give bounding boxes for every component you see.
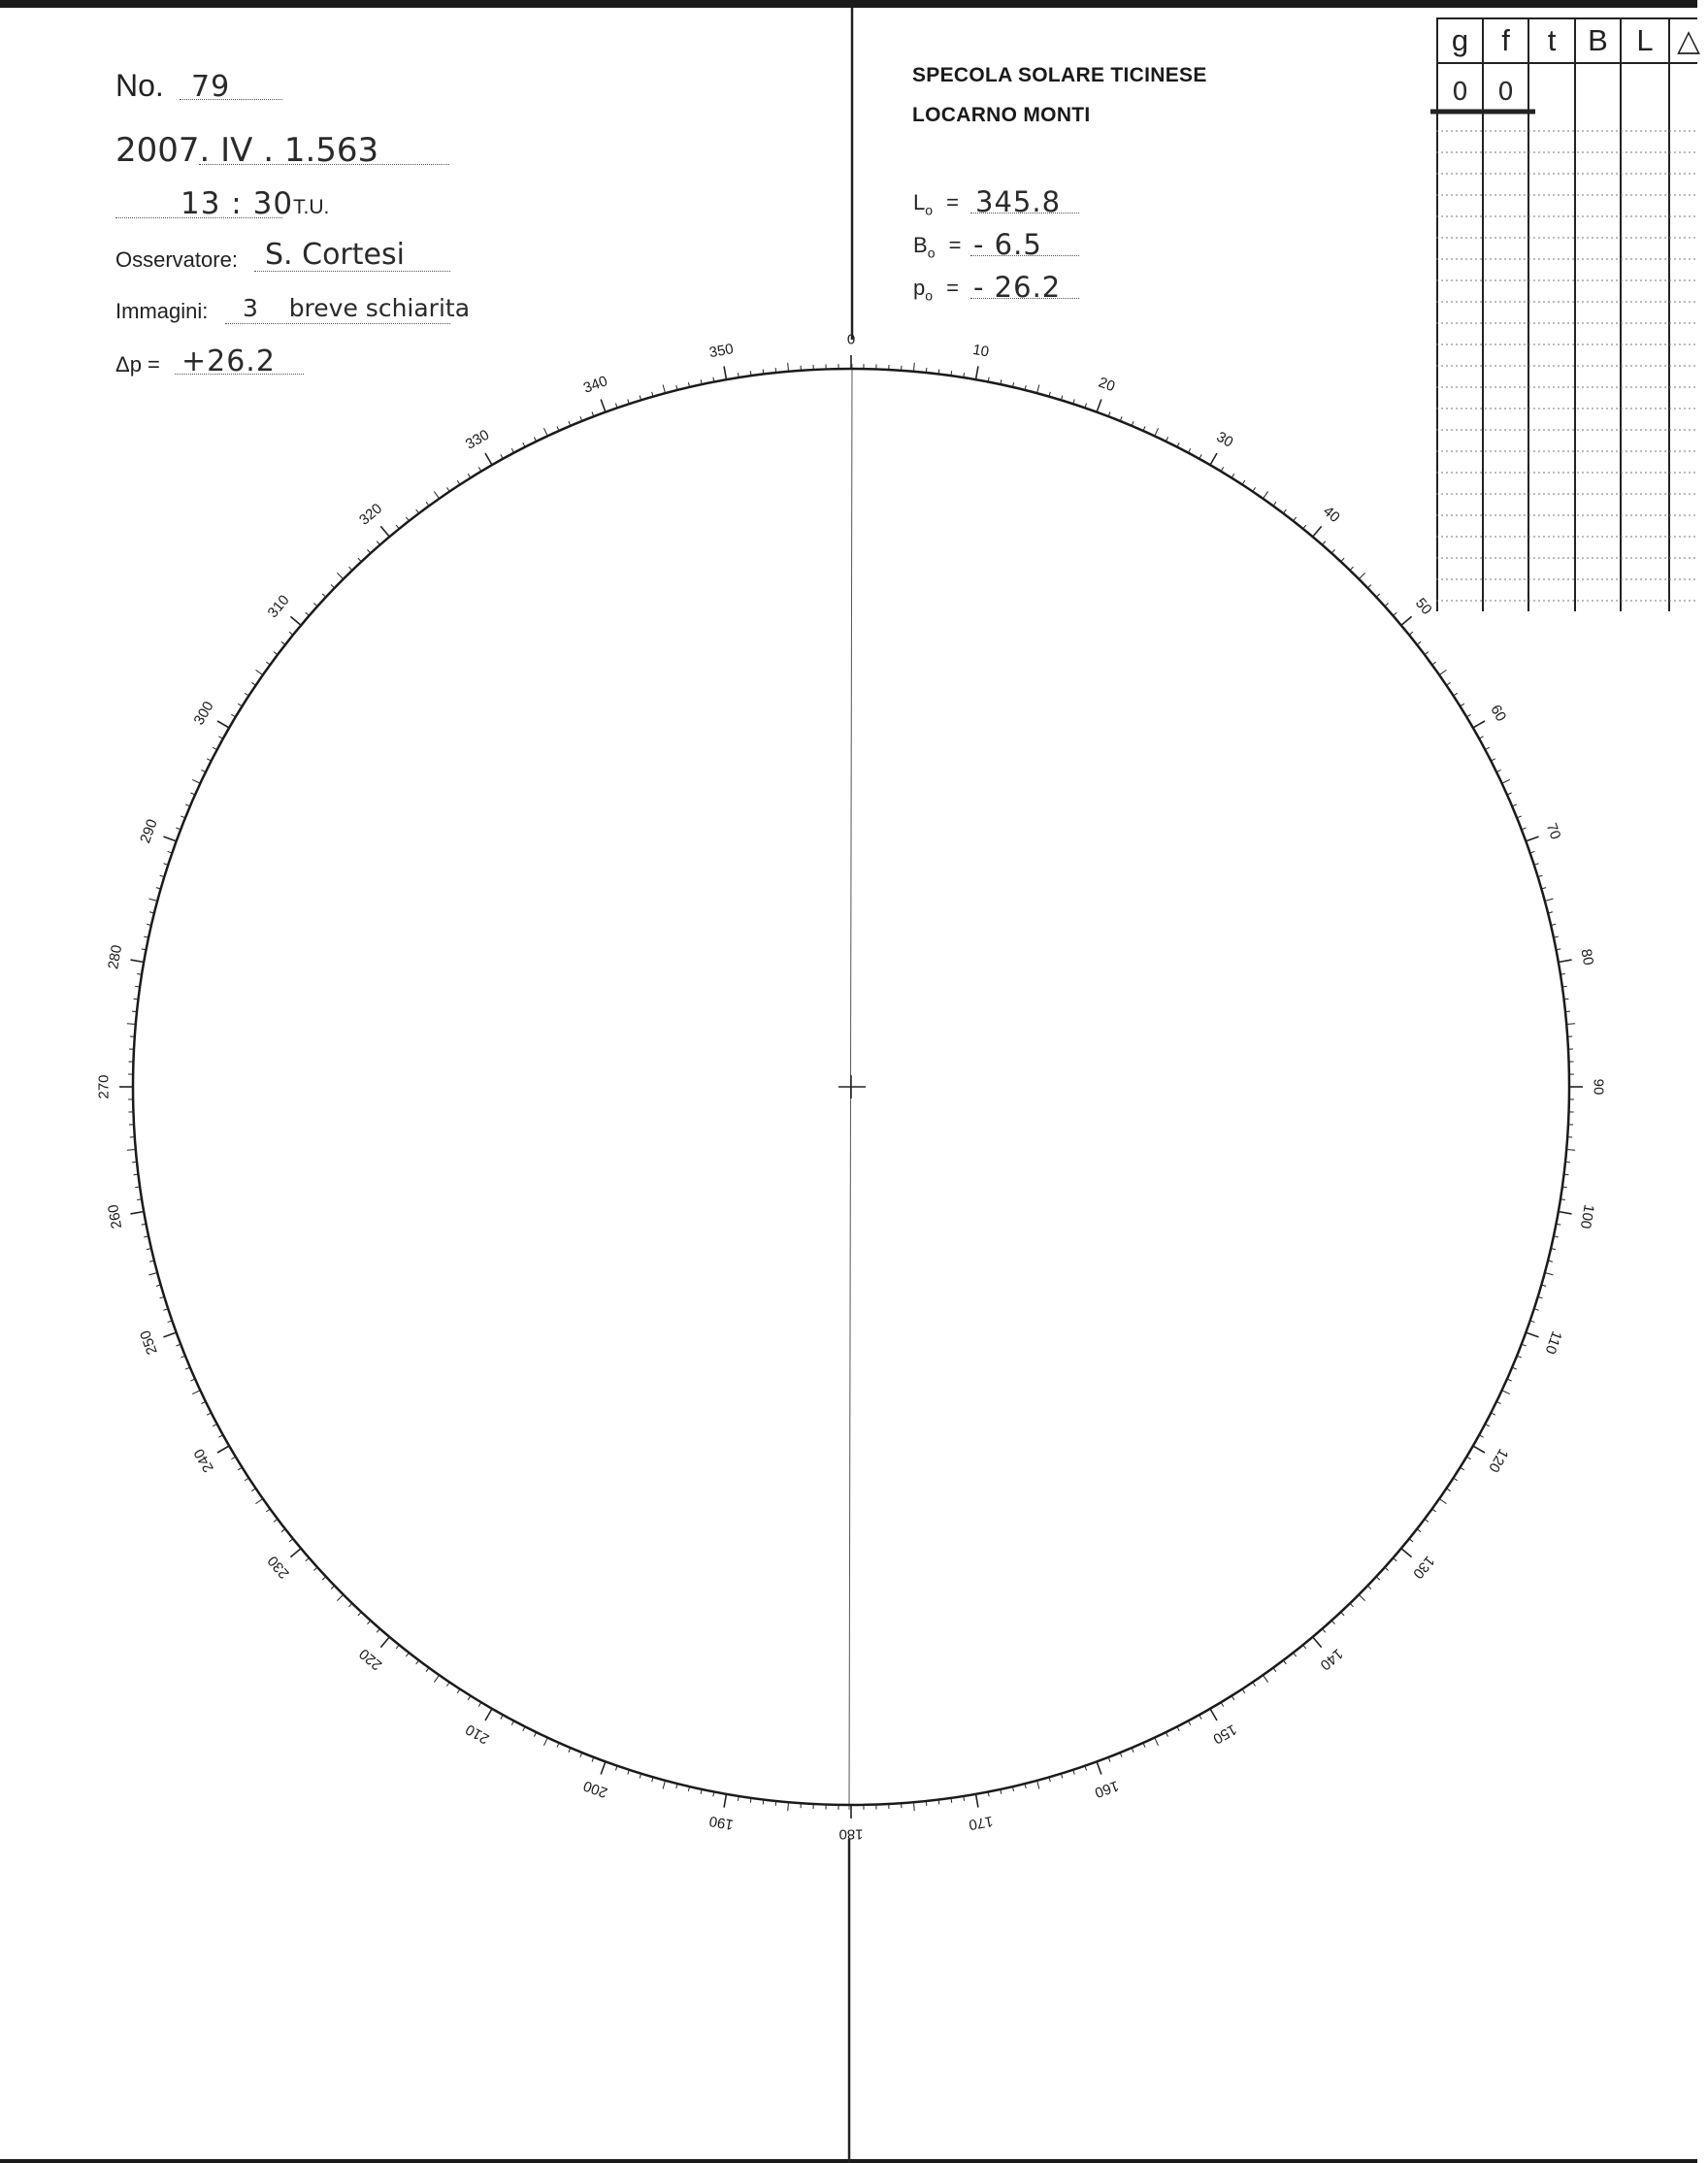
- col-header-g: g: [1451, 23, 1469, 57]
- dial-tick: [1294, 1653, 1297, 1656]
- dial-tick: [1322, 541, 1325, 545]
- dial-tick: [1562, 1187, 1567, 1188]
- dial-tick: [1566, 1150, 1575, 1151]
- dial-tick: [1097, 399, 1101, 411]
- b0-value: - 6.5: [973, 228, 1042, 261]
- dial-tick: [396, 525, 399, 529]
- dial-tick: [1210, 453, 1217, 465]
- dial-tick: [763, 370, 764, 375]
- dial-label-70: 70: [1542, 820, 1564, 842]
- dial-label-140: 140: [1316, 1645, 1347, 1674]
- dial-label-230: 230: [264, 1552, 293, 1583]
- institution-location: LOCARNO MONTI: [912, 104, 1091, 126]
- dial-tick: [763, 1799, 764, 1804]
- dial-tick: [1367, 584, 1371, 587]
- dial-tick: [1425, 1519, 1429, 1522]
- dial-tick: [1565, 1162, 1570, 1163]
- dial-label-330: 330: [462, 426, 493, 453]
- dial-tick: [1417, 1529, 1421, 1532]
- dial-tick: [368, 549, 371, 553]
- dial-tick: [1559, 1212, 1572, 1214]
- dial-tick: [1563, 1174, 1568, 1175]
- dial-tick: [724, 1794, 726, 1808]
- institution-name: SPECOLA SOLARE TICINESE: [912, 64, 1207, 86]
- col-header-delta: △: [1677, 23, 1700, 57]
- dial-tick: [976, 366, 978, 379]
- dial-label-100: 100: [1576, 1202, 1597, 1230]
- dial-tick: [1341, 558, 1344, 562]
- dial-tick: [1565, 1011, 1570, 1012]
- images-label: Immagini:: [115, 299, 209, 323]
- dial-label-260: 260: [105, 1202, 126, 1230]
- b0-label: $B_o$ =: [913, 233, 962, 261]
- dial-label-170: 170: [967, 1812, 995, 1833]
- dial-tick: [245, 693, 248, 696]
- dial-tick: [543, 428, 547, 436]
- time-value: 13 : 30: [181, 186, 294, 221]
- dial-tick: [1393, 1557, 1396, 1560]
- dial-tick: [290, 1549, 301, 1557]
- dial-tick: [1350, 1603, 1353, 1607]
- dial-tick: [274, 1519, 278, 1522]
- dial-tick: [1393, 612, 1396, 615]
- cell-g-row1: 0: [1452, 78, 1468, 107]
- p0-value: - 26.2: [973, 271, 1062, 304]
- dial-tick: [1341, 1612, 1344, 1616]
- dial-tick: [1273, 502, 1276, 506]
- dial-tick: [358, 1612, 361, 1616]
- dial-tick: [322, 1577, 326, 1580]
- dial-label-50: 50: [1411, 595, 1435, 618]
- dial-tick: [135, 986, 140, 987]
- dial-tick: [951, 371, 952, 376]
- dial-tick: [1303, 1645, 1306, 1649]
- dial-tick: [1359, 573, 1364, 578]
- delta-p-value: +26.2: [181, 344, 276, 378]
- dial-tick: [1155, 428, 1159, 436]
- dial-tick: [406, 517, 409, 521]
- dial-tick: [396, 1645, 399, 1649]
- dial-tick: [416, 1660, 419, 1664]
- dial-tick: [938, 1799, 939, 1804]
- dial-tick: [724, 366, 726, 379]
- dial-label-120: 120: [1485, 1445, 1512, 1476]
- dial-tick: [127, 1024, 136, 1025]
- dial-label-40: 40: [1320, 503, 1343, 527]
- dial-tick: [1446, 1489, 1450, 1491]
- dial-tick: [788, 1802, 789, 1811]
- dial-label-180: 180: [838, 1825, 864, 1843]
- dial-tick: [976, 1794, 978, 1808]
- dial-tick: [1409, 632, 1413, 635]
- dial-tick: [377, 1628, 379, 1632]
- dial-tick: [1331, 1621, 1334, 1624]
- dial-tick: [266, 1509, 270, 1512]
- dial-tick: [290, 616, 301, 625]
- dial-tick: [274, 652, 278, 655]
- dial-label-0: 0: [846, 331, 856, 348]
- dial-tick: [192, 779, 200, 783]
- col-header-f: f: [1501, 23, 1510, 57]
- dial-tick: [135, 1187, 140, 1188]
- dial-tick: [331, 584, 335, 587]
- dial-tick: [163, 836, 176, 841]
- dial-tick: [313, 604, 317, 606]
- dial-label-350: 350: [707, 341, 736, 362]
- dial-label-250: 250: [137, 1327, 161, 1358]
- dial-tick: [1097, 1761, 1101, 1774]
- dial-tick: [485, 1709, 492, 1721]
- dial-tick: [266, 662, 270, 665]
- number-label: No.: [115, 68, 164, 103]
- dial-label-60: 60: [1487, 702, 1510, 725]
- dial-tick: [1385, 604, 1389, 606]
- dial-tick: [132, 1162, 137, 1163]
- dial-tick: [426, 502, 429, 506]
- dial-label-290: 290: [137, 816, 161, 846]
- dial-tick: [134, 1174, 139, 1175]
- dial-tick: [1454, 693, 1458, 696]
- dial-tick: [217, 721, 229, 728]
- dial-tick: [1454, 1478, 1458, 1481]
- dial-tick: [938, 370, 939, 375]
- dial-tick: [380, 1637, 389, 1648]
- dial-label-190: 190: [707, 1812, 736, 1833]
- dial-tick: [149, 899, 158, 901]
- dial-tick: [601, 399, 606, 411]
- dial-label-240: 240: [190, 1445, 217, 1476]
- dial-tick: [750, 371, 751, 376]
- dial-tick: [289, 632, 293, 635]
- dial-label-30: 30: [1213, 428, 1236, 451]
- dial-tick: [1263, 1675, 1267, 1682]
- dial-tick: [348, 567, 351, 571]
- dial-label-130: 130: [1409, 1552, 1438, 1583]
- delta-p-label: Δp =: [115, 352, 160, 377]
- dial-tick: [348, 1603, 351, 1607]
- dial-tick: [132, 1011, 137, 1012]
- dial-tick: [380, 526, 389, 537]
- dial-tick: [1283, 1660, 1286, 1664]
- dial-tick: [1502, 1391, 1510, 1394]
- dial-tick: [1401, 1549, 1412, 1557]
- dial-tick: [281, 1529, 285, 1532]
- dial-label-110: 110: [1541, 1328, 1565, 1357]
- dial-label-340: 340: [580, 373, 610, 397]
- dial-tick: [1242, 1689, 1245, 1693]
- dial-tick: [914, 363, 915, 372]
- dial-tick: [426, 1668, 429, 1672]
- dial-tick: [1155, 1738, 1159, 1746]
- dial-tick: [1432, 662, 1436, 665]
- dial-tick: [951, 1798, 952, 1803]
- dial-tick: [1253, 487, 1256, 491]
- dial-label-150: 150: [1209, 1721, 1240, 1748]
- dial-tick: [406, 1653, 409, 1656]
- dial-tick: [1303, 525, 1306, 529]
- dial-tick: [914, 1802, 915, 1811]
- col-header-b: B: [1588, 23, 1608, 57]
- dial-tick: [331, 1586, 335, 1589]
- l0-value: 345.8: [975, 185, 1062, 218]
- dial-tick: [1313, 526, 1322, 537]
- dial-tick: [289, 1539, 293, 1542]
- dial-tick: [1273, 1668, 1276, 1672]
- dial-tick: [358, 558, 361, 562]
- dial-tick: [245, 1478, 248, 1481]
- dial-tick: [1566, 1024, 1575, 1025]
- dial-tick: [775, 368, 776, 373]
- dial-label-320: 320: [355, 500, 386, 529]
- dial-tick: [1446, 682, 1450, 685]
- dial-tick: [1526, 836, 1538, 841]
- dial-tick: [1562, 986, 1567, 987]
- dial-tick: [446, 1682, 449, 1686]
- dial-tick: [446, 487, 449, 491]
- dial-tick: [1359, 1594, 1364, 1600]
- dial-label-300: 300: [190, 698, 217, 729]
- dial-tick: [1210, 1709, 1217, 1721]
- dial-tick: [1367, 1586, 1371, 1589]
- dial-tick: [434, 491, 439, 498]
- dial-tick: [1037, 1781, 1039, 1789]
- dial-tick: [368, 1621, 371, 1624]
- dial-tick: [926, 368, 927, 373]
- dial-label-10: 10: [971, 341, 991, 361]
- dial-tick: [377, 541, 379, 545]
- dial-label-80: 80: [1577, 947, 1597, 967]
- dial-tick: [130, 960, 144, 962]
- dial-tick: [663, 385, 665, 394]
- dial-tick: [775, 1801, 776, 1806]
- dial-tick: [457, 1689, 460, 1693]
- dial-tick: [1283, 509, 1286, 513]
- dial-label-160: 160: [1092, 1777, 1122, 1801]
- dial-tick: [750, 1798, 751, 1803]
- dial-tick: [1526, 1332, 1538, 1337]
- dial-tick: [217, 1446, 229, 1453]
- dial-label-90: 90: [1590, 1078, 1607, 1096]
- dial-tick: [322, 594, 326, 597]
- dial-tick: [1473, 721, 1485, 728]
- dial-tick: [1545, 1273, 1554, 1275]
- dial-tick: [1322, 1628, 1325, 1632]
- dial-tick: [1401, 616, 1412, 625]
- dial-tick: [1350, 567, 1353, 571]
- dial-tick: [663, 1781, 665, 1789]
- dial-label-210: 210: [462, 1721, 493, 1748]
- dial-tick: [1313, 1637, 1322, 1648]
- dial-tick: [130, 1212, 144, 1214]
- cell-f-row1: 0: [1497, 78, 1514, 107]
- p0-label: $p_o$ =: [913, 276, 960, 304]
- dial-tick: [251, 1489, 255, 1491]
- dial-tick: [1376, 594, 1380, 597]
- dial-tick: [255, 670, 262, 674]
- dial-tick: [1409, 1539, 1413, 1542]
- dial-label-20: 20: [1096, 374, 1118, 396]
- dial-tick: [543, 1738, 547, 1746]
- dial-tick: [127, 1150, 136, 1151]
- dial-tick: [337, 573, 343, 578]
- dial-tick: [1439, 1498, 1446, 1503]
- dial-tick: [337, 1594, 343, 1600]
- dial-tick: [255, 1498, 262, 1503]
- observer-label: Osservatore:: [115, 247, 238, 272]
- dial-tick: [1253, 1682, 1256, 1686]
- dial-label-200: 200: [580, 1777, 610, 1801]
- dial-tick: [926, 1801, 927, 1806]
- dial-tick: [281, 641, 285, 644]
- dial-label-280: 280: [105, 943, 126, 971]
- col-header-l: L: [1636, 23, 1654, 57]
- dial-tick: [416, 509, 419, 513]
- dial-tick: [1545, 899, 1554, 901]
- dial-tick: [1432, 1509, 1436, 1512]
- dial-tick: [134, 999, 139, 1000]
- dial-tick: [1439, 670, 1446, 674]
- dial-tick: [1502, 779, 1510, 783]
- dial-tick: [1559, 960, 1572, 962]
- dial-tick: [163, 1332, 176, 1337]
- dial-tick: [1242, 480, 1245, 484]
- date-value: 2007. IV . 1.563: [115, 131, 379, 170]
- dial-label-310: 310: [264, 591, 293, 622]
- dial-tick: [485, 453, 492, 465]
- dial-label-270: 270: [95, 1074, 113, 1099]
- dial-tick: [788, 363, 789, 372]
- dial-tick: [1263, 491, 1267, 498]
- images-value: 3 breve schiarita: [243, 294, 471, 322]
- dial-tick: [251, 682, 255, 685]
- observer-value: S. Cortesi: [265, 238, 405, 272]
- dial-tick: [1376, 1577, 1380, 1580]
- dial-tick: [1473, 1446, 1485, 1453]
- time-unit: T.U.: [293, 196, 330, 218]
- dial-tick: [1417, 641, 1421, 644]
- dial-tick: [1331, 549, 1334, 553]
- dial-tick: [1385, 1567, 1389, 1570]
- dial-tick: [306, 1557, 310, 1560]
- number-value: 79: [191, 70, 231, 104]
- dial-tick: [1037, 385, 1039, 394]
- dial-label-220: 220: [355, 1645, 386, 1674]
- dial-tick: [192, 1391, 200, 1394]
- dial-tick: [306, 612, 310, 615]
- dial-tick: [1294, 517, 1297, 521]
- col-header-t: t: [1547, 23, 1557, 57]
- dial-tick: [149, 1273, 158, 1275]
- dial-tick: [1563, 999, 1568, 1000]
- dial-tick: [434, 1675, 439, 1682]
- dial-tick: [601, 1761, 606, 1774]
- dial-tick: [313, 1567, 317, 1570]
- l0-label: $L_o$ =: [913, 190, 960, 218]
- dial-tick: [457, 480, 460, 484]
- dial-tick: [1425, 652, 1429, 655]
